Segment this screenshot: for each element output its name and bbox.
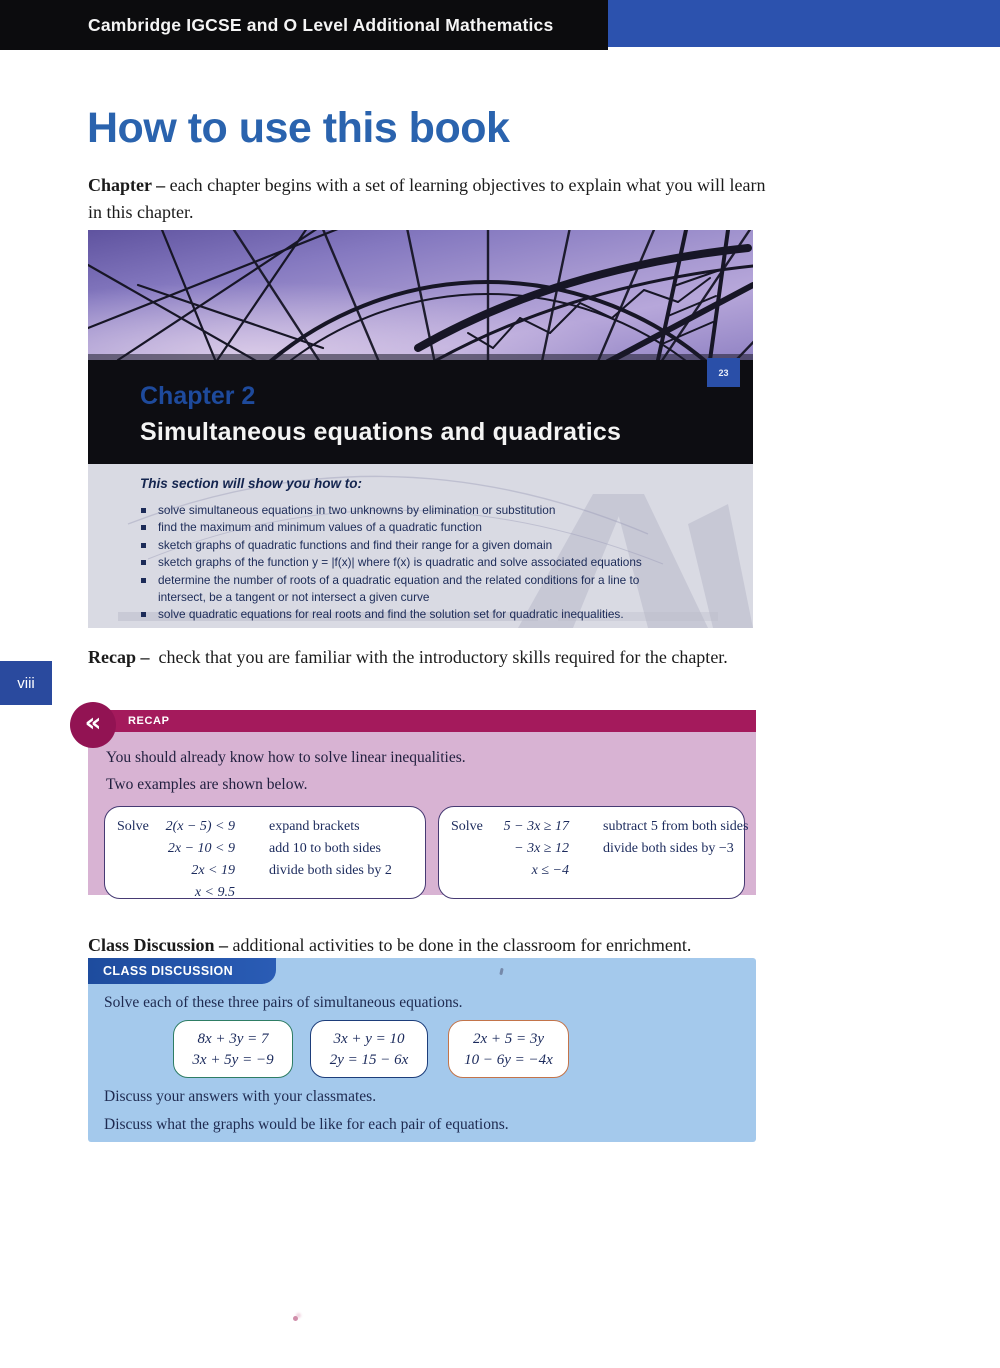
page-number: viii xyxy=(17,674,35,692)
page-title: How to use this book xyxy=(87,104,510,152)
objective-item: solve quadratic equations for real roots and find the solution set for quadratic inequalities. xyxy=(140,606,650,623)
step-equation: 2(x − 5) < 9 xyxy=(165,819,235,834)
worked-step-row xyxy=(117,816,415,838)
learning-objectives-panel xyxy=(88,464,753,628)
recap-panel xyxy=(84,708,756,900)
worked-step-row xyxy=(117,882,415,904)
class-discussion-term: Class Discussion – xyxy=(88,935,229,955)
chapter-term: Chapter – xyxy=(88,175,166,195)
chapter-title-band xyxy=(88,360,753,464)
class-discussion-panel xyxy=(88,958,756,1142)
objectives-heading: This section will show you how to: xyxy=(140,476,363,491)
step-note: subtract 5 from both sides xyxy=(603,819,749,834)
ferris-wheel-illustration xyxy=(88,230,753,360)
chapter-term-text: each chapter begins with a set of learning objectives to explain what you will learn in this chapter. xyxy=(88,175,766,222)
recap-intro-line: You should already know how to solve linear inequalities. xyxy=(106,749,466,766)
recap-term: Recap – xyxy=(88,647,150,667)
objective-item: sketch graphs of the function y = |f(x)| where f(x) is quadratic and solve associated equations xyxy=(140,554,650,571)
equation-pair-box xyxy=(448,1020,569,1078)
equation-line: 10 − 6y = −4x xyxy=(464,1051,553,1068)
class-discussion-description xyxy=(88,932,778,959)
recap-body xyxy=(88,732,756,900)
objectives-list xyxy=(140,502,650,624)
equation-line: 3x + y = 10 xyxy=(333,1030,405,1047)
equation-line: 8x + 3y = 7 xyxy=(197,1030,269,1047)
class-discussion-term-text: additional activities to be done in the classroom for enrichment. xyxy=(232,935,692,955)
step-equation: x < 9.5 xyxy=(194,885,235,900)
class-discussion-label: CLASS DISCUSSION xyxy=(103,964,234,978)
equation-line: 2y = 15 − 6x xyxy=(329,1051,409,1068)
recap-description xyxy=(88,644,748,671)
page-number-tab xyxy=(0,661,52,705)
header-accent-band xyxy=(608,0,1000,47)
chevron-glyph: « xyxy=(84,708,102,738)
class-discussion-intro: Solve each of these three pairs of simultaneous equations. xyxy=(104,994,463,1011)
step-note: add 10 to both sides xyxy=(269,841,381,856)
recap-header-bar xyxy=(88,710,756,732)
step-equation: 2x − 10 < 9 xyxy=(167,841,235,856)
objective-item: find the maximum and minimum values of a quadratic function xyxy=(140,519,650,536)
step-equation: 2x < 19 xyxy=(191,863,235,878)
equation-pair-box xyxy=(310,1020,428,1078)
book-series-title: Cambridge IGCSE and O Level Additional Mathematics xyxy=(88,14,554,35)
header-title-band xyxy=(0,0,608,50)
step-label: Solve xyxy=(117,819,149,834)
worked-step-row xyxy=(451,816,749,838)
class-discussion-outro-line: Discuss what the graphs would be like for each pair of equations. xyxy=(104,1116,509,1133)
equation-line: 3x + 5y = −9 xyxy=(192,1051,274,1068)
recap-example-box xyxy=(104,806,426,899)
chapter-description xyxy=(88,172,778,226)
worked-step-row xyxy=(117,838,415,860)
step-equation: x ≤ −4 xyxy=(531,863,569,878)
recap-example-box xyxy=(438,806,749,899)
step-note: expand brackets xyxy=(269,819,360,834)
recap-intro-line: Two examples are shown below. xyxy=(106,776,308,793)
step-note: divide both sides by 2 xyxy=(269,863,392,878)
recap-label: RECAP xyxy=(128,715,170,727)
step-label: Solve xyxy=(451,819,483,834)
recap-term-text: check that you are familiar with the introductory skills required for the chapter. xyxy=(158,647,728,667)
objective-item: determine the number of roots of a quadratic equation and the related conditions for a line to intersect, be a tangent or not intersect a given curve xyxy=(140,572,650,607)
chapter-title: Simultaneous equations and quadratics xyxy=(140,418,622,446)
chapter-opener-figure xyxy=(88,230,753,628)
worked-step-row xyxy=(451,860,734,882)
step-equation: − 3x ≥ 12 xyxy=(514,841,569,856)
equation-line: 2x + 5 = 3y xyxy=(472,1030,545,1047)
step-equation: 5 − 3x ≥ 17 xyxy=(503,819,569,834)
objective-item: sketch graphs of quadratic functions and find their range for a given domain xyxy=(140,537,650,554)
recap-chevron-icon xyxy=(70,702,116,748)
scan-artifact xyxy=(293,1316,298,1321)
ferris-wheel-photo xyxy=(88,230,753,360)
class-discussion-outro-line: Discuss your answers with your classmates. xyxy=(104,1088,377,1105)
worked-step-row xyxy=(117,860,415,882)
equation-pair-box xyxy=(173,1020,293,1078)
step-note: divide both sides by −3 xyxy=(603,841,734,856)
class-discussion-header-tab xyxy=(88,958,276,984)
chapter-page-number-badge: 23 xyxy=(707,358,740,387)
chapter-number-label: Chapter 2 xyxy=(140,382,256,410)
worked-step-row xyxy=(451,838,734,860)
objective-item: solve simultaneous equations in two unknowns by elimination or substitution xyxy=(140,502,650,519)
